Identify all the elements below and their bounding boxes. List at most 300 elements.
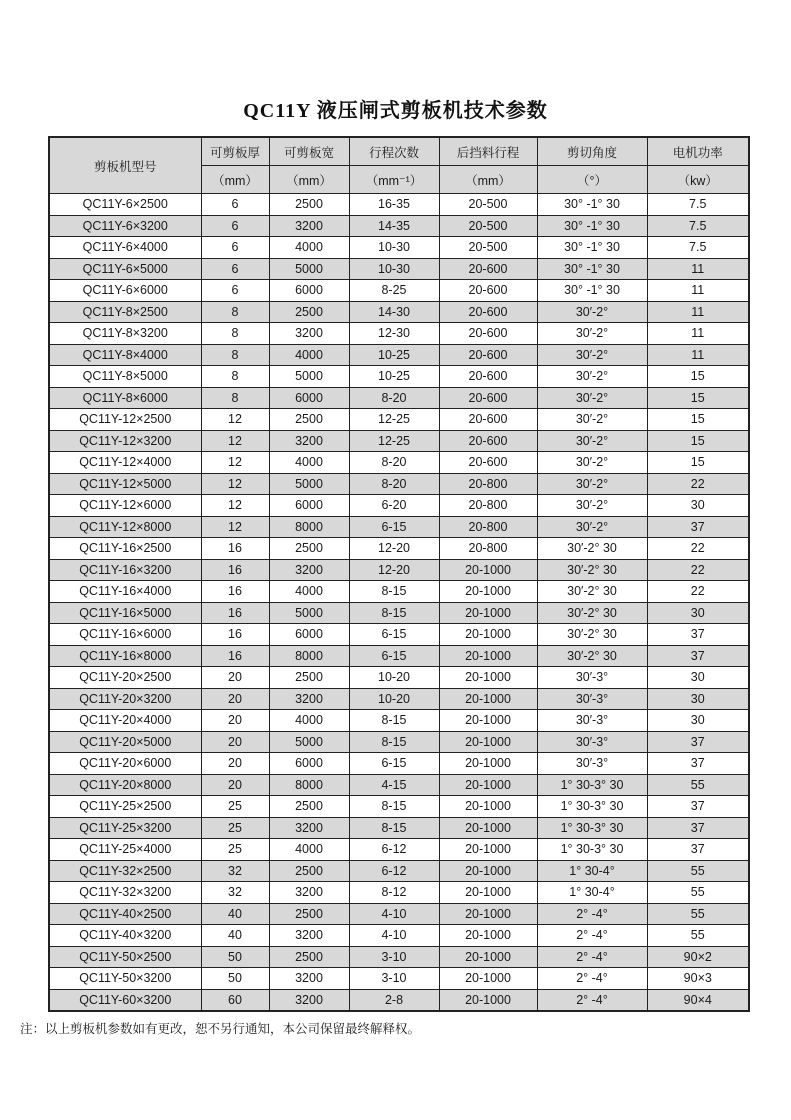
table-cell: 30′-3° xyxy=(537,667,647,689)
footnote: 注：以上剪板机参数如有更改，恕不另行通知，本公司保留最终解释权。 xyxy=(20,1022,421,1036)
table-cell: 4-10 xyxy=(349,925,439,947)
table-cell: 12-25 xyxy=(349,430,439,452)
table-cell: 11 xyxy=(647,280,749,302)
table-row xyxy=(49,645,749,667)
table-cell: 20-600 xyxy=(439,430,537,452)
table-cell: 16 xyxy=(201,602,269,624)
table-cell: 20 xyxy=(201,731,269,753)
table-cell: 20-600 xyxy=(439,323,537,345)
table-cell: 2500 xyxy=(269,194,349,216)
table-cell: 20-800 xyxy=(439,516,537,538)
table-cell: 3200 xyxy=(269,989,349,1011)
table-cell: 2500 xyxy=(269,796,349,818)
table-cell: 6000 xyxy=(269,624,349,646)
table-cell: 30′-2° 30 xyxy=(537,559,647,581)
table-cell: 8-12 xyxy=(349,882,439,904)
table-cell: 90×3 xyxy=(647,968,749,990)
table-cell: 30′-2° 30 xyxy=(537,581,647,603)
table-cell: 30′-2° xyxy=(537,323,647,345)
table-cell: 6-20 xyxy=(349,495,439,517)
header-thickness-unit: （mm） xyxy=(201,166,269,194)
table-cell: 20-600 xyxy=(439,301,537,323)
table-cell: 5000 xyxy=(269,602,349,624)
table-cell: QC11Y-12×6000 xyxy=(49,495,201,517)
table-row xyxy=(49,516,749,538)
table-row xyxy=(49,323,749,345)
table-cell: QC11Y-6×4000 xyxy=(49,237,201,259)
table-cell: 3200 xyxy=(269,430,349,452)
table-cell: 30° -1° 30 xyxy=(537,237,647,259)
table-cell: 11 xyxy=(647,258,749,280)
header-shear-angle-unit: （°） xyxy=(537,166,647,194)
table-cell: 6000 xyxy=(269,495,349,517)
table-cell: 12-20 xyxy=(349,538,439,560)
table-cell: 10-20 xyxy=(349,667,439,689)
table-cell: 8-15 xyxy=(349,710,439,732)
table-cell: 37 xyxy=(647,731,749,753)
table-cell: 20-1000 xyxy=(439,817,537,839)
table-cell: 37 xyxy=(647,516,749,538)
table-cell: 16 xyxy=(201,538,269,560)
table-cell: QC11Y-20×6000 xyxy=(49,753,201,775)
table-cell: QC11Y-20×4000 xyxy=(49,710,201,732)
table-cell: 30′-3° xyxy=(537,688,647,710)
table-cell: QC11Y-6×5000 xyxy=(49,258,201,280)
table-cell: 30 xyxy=(647,495,749,517)
table-cell: 20-1000 xyxy=(439,688,537,710)
table-cell: QC11Y-25×2500 xyxy=(49,796,201,818)
table-cell: 3200 xyxy=(269,688,349,710)
table-cell: 32 xyxy=(201,882,269,904)
table-cell: QC11Y-25×3200 xyxy=(49,817,201,839)
header-shear-angle: 剪切角度 xyxy=(537,137,647,166)
table-row xyxy=(49,753,749,775)
table-row xyxy=(49,839,749,861)
table-row xyxy=(49,430,749,452)
table-cell: 12 xyxy=(201,430,269,452)
table-cell: 30′-3° xyxy=(537,753,647,775)
table-cell: 1° 30-3° 30 xyxy=(537,817,647,839)
table-cell: 4000 xyxy=(269,581,349,603)
table-cell: 16 xyxy=(201,645,269,667)
table-cell: 11 xyxy=(647,323,749,345)
table-cell: 60 xyxy=(201,989,269,1011)
table-cell: 8-15 xyxy=(349,731,439,753)
table-cell: 2500 xyxy=(269,538,349,560)
table-cell: 20-1000 xyxy=(439,581,537,603)
table-cell: 20-1000 xyxy=(439,731,537,753)
table-cell: 20-600 xyxy=(439,409,537,431)
table-cell: QC11Y-8×2500 xyxy=(49,301,201,323)
table-row xyxy=(49,624,749,646)
table-cell: 6-12 xyxy=(349,860,439,882)
table-cell: QC11Y-12×8000 xyxy=(49,516,201,538)
table-cell: 4000 xyxy=(269,452,349,474)
spec-table-header xyxy=(49,137,749,194)
table-cell: 37 xyxy=(647,645,749,667)
table-cell: 30 xyxy=(647,667,749,689)
table-cell: 30′-2° xyxy=(537,366,647,388)
table-cell: 25 xyxy=(201,796,269,818)
table-cell: 20-500 xyxy=(439,237,537,259)
table-cell: 30′-2° 30 xyxy=(537,538,647,560)
table-cell: 2° -4° xyxy=(537,968,647,990)
table-cell: 8 xyxy=(201,366,269,388)
table-cell: 20-500 xyxy=(439,215,537,237)
table-cell: 4000 xyxy=(269,839,349,861)
table-cell: QC11Y-16×6000 xyxy=(49,624,201,646)
table-cell: 1° 30-3° 30 xyxy=(537,774,647,796)
table-cell: 20 xyxy=(201,710,269,732)
table-cell: 37 xyxy=(647,796,749,818)
table-row xyxy=(49,237,749,259)
table-row xyxy=(49,215,749,237)
table-cell: 20-1000 xyxy=(439,946,537,968)
table-cell: 37 xyxy=(647,753,749,775)
table-cell: 1° 30-3° 30 xyxy=(537,839,647,861)
table-cell: 30° -1° 30 xyxy=(537,194,647,216)
table-cell: QC11Y-8×6000 xyxy=(49,387,201,409)
table-cell: 20-1000 xyxy=(439,602,537,624)
table-cell: 1° 30-4° xyxy=(537,860,647,882)
table-cell: 30′-2° xyxy=(537,387,647,409)
table-cell: QC11Y-6×6000 xyxy=(49,280,201,302)
table-cell: QC11Y-8×5000 xyxy=(49,366,201,388)
table-cell: 20-1000 xyxy=(439,774,537,796)
table-cell: 8000 xyxy=(269,645,349,667)
table-cell: QC11Y-50×2500 xyxy=(49,946,201,968)
table-cell: 16 xyxy=(201,624,269,646)
table-cell: 2° -4° xyxy=(537,925,647,947)
table-cell: 55 xyxy=(647,903,749,925)
table-cell: 1° 30-3° 30 xyxy=(537,796,647,818)
table-cell: 30′-3° xyxy=(537,731,647,753)
table-cell: 2° -4° xyxy=(537,903,647,925)
table-cell: 12 xyxy=(201,409,269,431)
table-row xyxy=(49,301,749,323)
table-cell: 30° -1° 30 xyxy=(537,258,647,280)
table-row xyxy=(49,194,749,216)
table-cell: 12 xyxy=(201,473,269,495)
header-strokes-unit: （mm⁻¹） xyxy=(349,166,439,194)
table-cell: 8-20 xyxy=(349,473,439,495)
table-cell: 8-20 xyxy=(349,387,439,409)
table-row xyxy=(49,817,749,839)
table-cell: 20 xyxy=(201,753,269,775)
table-row xyxy=(49,559,749,581)
table-cell: 7.5 xyxy=(647,215,749,237)
table-cell: 11 xyxy=(647,344,749,366)
table-cell: 14-30 xyxy=(349,301,439,323)
table-row xyxy=(49,280,749,302)
table-cell: 20-800 xyxy=(439,473,537,495)
table-cell: 90×4 xyxy=(647,989,749,1011)
table-cell: 12-20 xyxy=(349,559,439,581)
table-cell: 20-600 xyxy=(439,280,537,302)
table-cell: QC11Y-6×2500 xyxy=(49,194,201,216)
table-cell: 20-1000 xyxy=(439,925,537,947)
table-cell: 55 xyxy=(647,925,749,947)
spec-table-body xyxy=(49,194,749,1012)
table-cell: 20 xyxy=(201,667,269,689)
table-cell: 20-1000 xyxy=(439,667,537,689)
table-cell: 30′-2° 30 xyxy=(537,624,647,646)
table-cell: QC11Y-16×4000 xyxy=(49,581,201,603)
table-cell: 6 xyxy=(201,258,269,280)
table-cell: 8 xyxy=(201,387,269,409)
table-cell: 22 xyxy=(647,538,749,560)
table-cell: 25 xyxy=(201,817,269,839)
table-row xyxy=(49,581,749,603)
table-cell: 15 xyxy=(647,430,749,452)
table-cell: 6-15 xyxy=(349,624,439,646)
table-row xyxy=(49,602,749,624)
table-cell: 12-30 xyxy=(349,323,439,345)
table-cell: 5000 xyxy=(269,731,349,753)
table-cell: 11 xyxy=(647,301,749,323)
table-cell: 16 xyxy=(201,581,269,603)
table-cell: 32 xyxy=(201,860,269,882)
table-cell: 10-20 xyxy=(349,688,439,710)
table-cell: 10-30 xyxy=(349,258,439,280)
table-cell: 30′-2° 30 xyxy=(537,645,647,667)
table-cell: 40 xyxy=(201,925,269,947)
table-cell: 4-15 xyxy=(349,774,439,796)
table-cell: 6 xyxy=(201,194,269,216)
table-cell: 20-1000 xyxy=(439,839,537,861)
header-motor-power: 电机功率 xyxy=(647,137,749,166)
table-cell: 7.5 xyxy=(647,237,749,259)
table-cell: 12 xyxy=(201,495,269,517)
table-cell: 20-1000 xyxy=(439,882,537,904)
table-cell: 2500 xyxy=(269,301,349,323)
table-cell: 20-1000 xyxy=(439,710,537,732)
table-cell: 37 xyxy=(647,624,749,646)
table-cell: 20-1000 xyxy=(439,559,537,581)
header-thickness: 可剪板厚 xyxy=(201,137,269,166)
header-model: 剪板机型号 xyxy=(49,137,201,194)
table-cell: QC11Y-16×5000 xyxy=(49,602,201,624)
table-cell: 20-600 xyxy=(439,452,537,474)
table-cell: 8-25 xyxy=(349,280,439,302)
table-row xyxy=(49,387,749,409)
table-cell: 3200 xyxy=(269,323,349,345)
table-cell: 20-1000 xyxy=(439,796,537,818)
table-row xyxy=(49,667,749,689)
table-row xyxy=(49,452,749,474)
table-cell: QC11Y-8×4000 xyxy=(49,344,201,366)
table-cell: 55 xyxy=(647,882,749,904)
table-cell: 15 xyxy=(647,409,749,431)
header-motor-power-unit: （kw） xyxy=(647,166,749,194)
table-cell: 20-800 xyxy=(439,495,537,517)
table-cell: 20-1000 xyxy=(439,989,537,1011)
table-cell: 20-1000 xyxy=(439,903,537,925)
table-cell: 10-30 xyxy=(349,237,439,259)
header-backgauge: 后挡料行程 xyxy=(439,137,537,166)
table-cell: 4-10 xyxy=(349,903,439,925)
table-cell: 20-600 xyxy=(439,344,537,366)
table-cell: 6 xyxy=(201,237,269,259)
table-cell: 12 xyxy=(201,452,269,474)
table-cell: 5000 xyxy=(269,366,349,388)
table-cell: 6-15 xyxy=(349,516,439,538)
table-cell: QC11Y-40×3200 xyxy=(49,925,201,947)
table-row xyxy=(49,882,749,904)
table-cell: 3200 xyxy=(269,817,349,839)
table-cell: 20-1000 xyxy=(439,645,537,667)
table-cell: 30′-2° xyxy=(537,452,647,474)
table-cell: 22 xyxy=(647,559,749,581)
table-cell: 55 xyxy=(647,774,749,796)
table-cell: QC11Y-6×3200 xyxy=(49,215,201,237)
table-row xyxy=(49,688,749,710)
table-cell: 15 xyxy=(647,452,749,474)
table-cell: 6 xyxy=(201,280,269,302)
table-row xyxy=(49,946,749,968)
table-row xyxy=(49,796,749,818)
table-cell: 6000 xyxy=(269,280,349,302)
table-row xyxy=(49,903,749,925)
table-cell: 30° -1° 30 xyxy=(537,280,647,302)
table-cell: 30′-2° xyxy=(537,409,647,431)
table-cell: QC11Y-20×8000 xyxy=(49,774,201,796)
table-cell: 22 xyxy=(647,473,749,495)
table-cell: 12-25 xyxy=(349,409,439,431)
table-cell: 4000 xyxy=(269,710,349,732)
table-row xyxy=(49,258,749,280)
table-cell: 8-15 xyxy=(349,817,439,839)
table-cell: 20-600 xyxy=(439,258,537,280)
table-cell: 20-1000 xyxy=(439,968,537,990)
header-backgauge-unit: （mm） xyxy=(439,166,537,194)
table-cell: 20-500 xyxy=(439,194,537,216)
table-cell: 6-15 xyxy=(349,645,439,667)
table-cell: QC11Y-32×2500 xyxy=(49,860,201,882)
table-cell: 20-1000 xyxy=(439,624,537,646)
table-cell: 6-12 xyxy=(349,839,439,861)
table-cell: QC11Y-25×4000 xyxy=(49,839,201,861)
table-cell: 8-15 xyxy=(349,602,439,624)
table-cell: QC11Y-20×5000 xyxy=(49,731,201,753)
table-cell: 8-15 xyxy=(349,581,439,603)
table-cell: 6000 xyxy=(269,753,349,775)
header-width-unit: （mm） xyxy=(269,166,349,194)
header-width: 可剪板宽 xyxy=(269,137,349,166)
table-row xyxy=(49,710,749,732)
table-cell: QC11Y-20×3200 xyxy=(49,688,201,710)
table-cell: 15 xyxy=(647,366,749,388)
table-cell: 20-800 xyxy=(439,538,537,560)
table-cell: 10-25 xyxy=(349,366,439,388)
table-cell: 30 xyxy=(647,710,749,732)
table-cell: QC11Y-32×3200 xyxy=(49,882,201,904)
table-cell: QC11Y-16×3200 xyxy=(49,559,201,581)
table-cell: 20-600 xyxy=(439,387,537,409)
table-row xyxy=(49,925,749,947)
table-cell: QC11Y-16×2500 xyxy=(49,538,201,560)
table-cell: 90×2 xyxy=(647,946,749,968)
table-cell: 5000 xyxy=(269,258,349,280)
table-cell: 2500 xyxy=(269,946,349,968)
table-cell: 30° -1° 30 xyxy=(537,215,647,237)
table-cell: 20 xyxy=(201,774,269,796)
table-cell: 30′-2° xyxy=(537,516,647,538)
table-row xyxy=(49,538,749,560)
table-cell: 2500 xyxy=(269,860,349,882)
table-cell: 3-10 xyxy=(349,968,439,990)
table-cell: 8 xyxy=(201,301,269,323)
table-cell: 3200 xyxy=(269,925,349,947)
table-cell: QC11Y-12×4000 xyxy=(49,452,201,474)
table-cell: 3200 xyxy=(269,215,349,237)
table-row xyxy=(49,473,749,495)
table-cell: QC11Y-40×2500 xyxy=(49,903,201,925)
table-cell: 16 xyxy=(201,559,269,581)
table-cell: 30′-2° xyxy=(537,301,647,323)
table-cell: 30′-3° xyxy=(537,710,647,732)
table-row xyxy=(49,495,749,517)
table-cell: 2-8 xyxy=(349,989,439,1011)
table-cell: 30′-2° xyxy=(537,344,647,366)
table-cell: 8 xyxy=(201,344,269,366)
table-cell: 3-10 xyxy=(349,946,439,968)
table-cell: 55 xyxy=(647,860,749,882)
table-row xyxy=(49,860,749,882)
table-cell: 1° 30-4° xyxy=(537,882,647,904)
table-cell: 8-15 xyxy=(349,796,439,818)
table-cell: QC11Y-16×8000 xyxy=(49,645,201,667)
table-cell: 20-1000 xyxy=(439,860,537,882)
table-cell: 30′-2° xyxy=(537,430,647,452)
table-cell: 8 xyxy=(201,323,269,345)
table-cell: 30′-2° xyxy=(537,495,647,517)
table-cell: QC11Y-20×2500 xyxy=(49,667,201,689)
table-cell: 50 xyxy=(201,968,269,990)
table-cell: 6000 xyxy=(269,387,349,409)
table-cell: 37 xyxy=(647,817,749,839)
table-cell: 7.5 xyxy=(647,194,749,216)
table-cell: 16-35 xyxy=(349,194,439,216)
table-cell: 30′-2° xyxy=(537,473,647,495)
table-row xyxy=(49,774,749,796)
table-cell: 6 xyxy=(201,215,269,237)
table-cell: 30′-2° 30 xyxy=(537,602,647,624)
table-cell: 14-35 xyxy=(349,215,439,237)
table-cell: 6-15 xyxy=(349,753,439,775)
table-cell: 8000 xyxy=(269,516,349,538)
table-cell: 10-25 xyxy=(349,344,439,366)
table-cell: 3200 xyxy=(269,882,349,904)
table-cell: 8-20 xyxy=(349,452,439,474)
spec-table xyxy=(48,136,750,1012)
header-strokes: 行程次数 xyxy=(349,137,439,166)
table-cell: 12 xyxy=(201,516,269,538)
table-cell: 22 xyxy=(647,581,749,603)
table-row xyxy=(49,366,749,388)
table-row xyxy=(49,731,749,753)
table-cell: 2500 xyxy=(269,903,349,925)
table-row xyxy=(49,989,749,1011)
table-cell: 50 xyxy=(201,946,269,968)
table-cell: 37 xyxy=(647,839,749,861)
table-cell: 2500 xyxy=(269,409,349,431)
table-cell: 20-1000 xyxy=(439,753,537,775)
table-cell: QC11Y-50×3200 xyxy=(49,968,201,990)
table-cell: 2° -4° xyxy=(537,989,647,1011)
page-title: QC11Y 液压闸式剪板机技术参数 xyxy=(243,100,548,122)
table-cell: QC11Y-12×3200 xyxy=(49,430,201,452)
